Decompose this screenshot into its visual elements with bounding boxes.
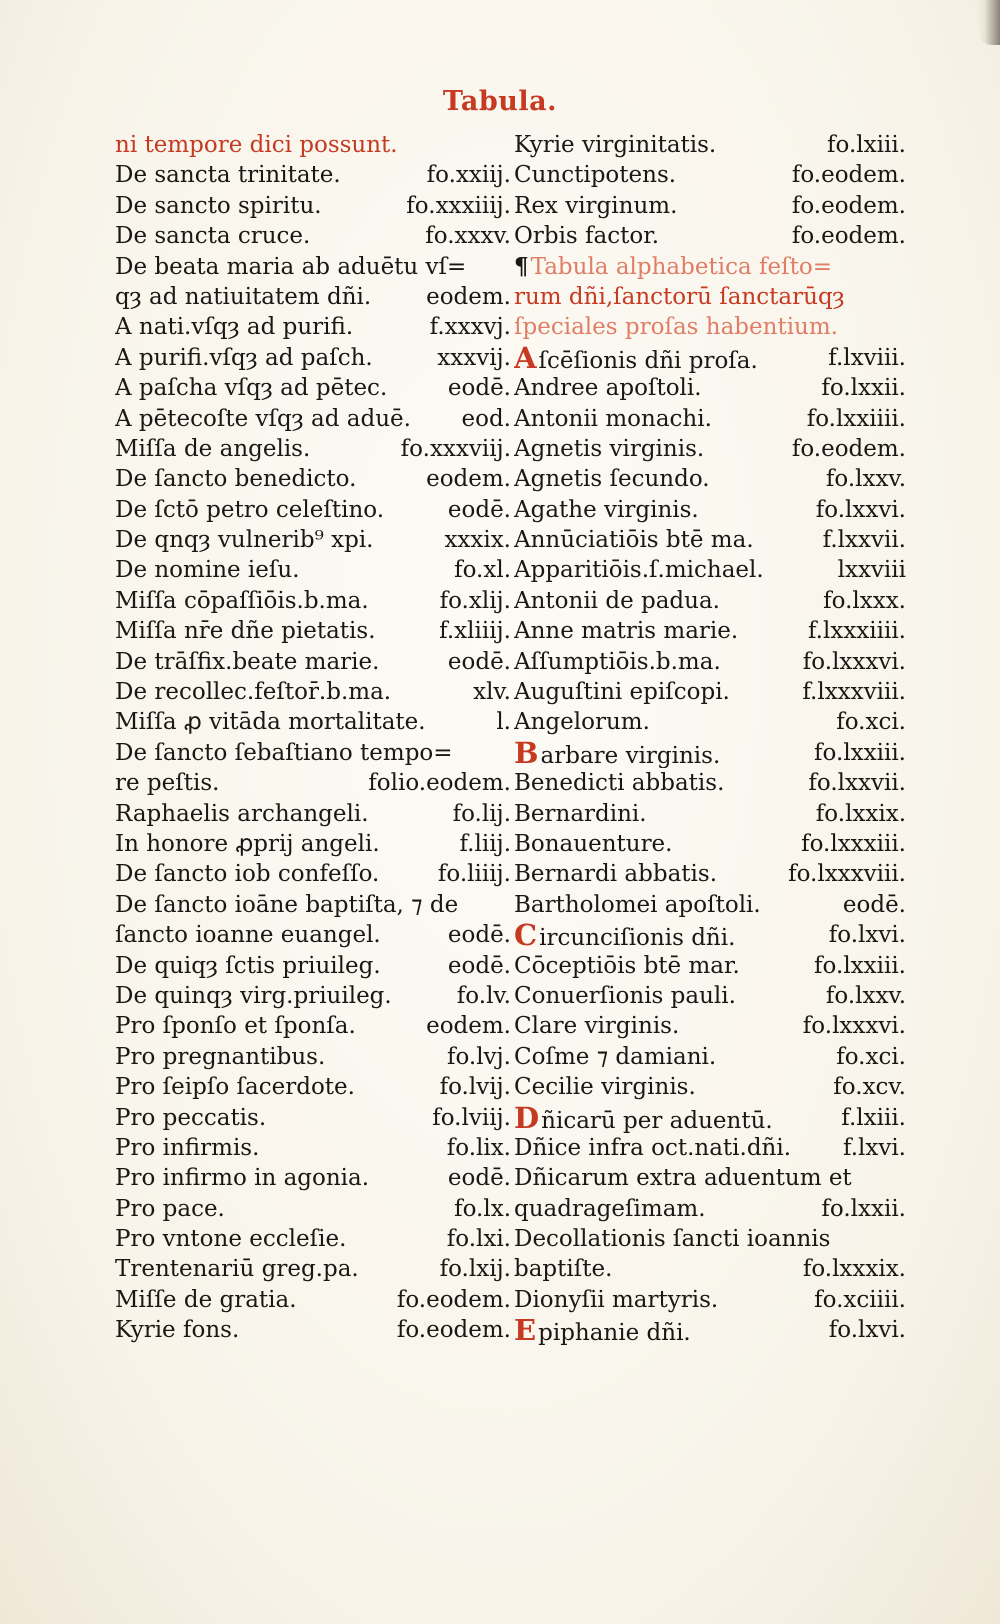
entry-folio: fo.eodem. [396,1317,511,1344]
entry-title: Miſſa de angelis. [115,435,311,462]
entry-folio: fo.xlij. [439,587,511,614]
running-head: Tabula. [442,86,558,117]
entry-folio: f.lxviii. [828,344,906,371]
entry-title: Cunctipotens. [514,162,677,189]
index-entry [115,707,511,737]
index-entry [514,586,906,616]
entry-folio: f.lxxxviii. [802,679,906,706]
entry-title: Pro vntone eccleſie. [115,1226,347,1253]
continued-red-line: ni tempore dici possunt. [115,132,398,158]
index-entry [514,1254,906,1284]
entry-folio: eodē. [447,952,511,979]
c-entries [514,951,906,1103]
index-entry [514,951,906,981]
entry-title: A pētecoſte vſqȝ ad aduē. [115,405,411,432]
entry-title: Miſſa ꝓ vitāda mortalitate. [115,709,426,736]
index-entry [115,951,511,981]
index-entry [115,1103,511,1133]
entry-title: piphanie dñi. [538,1320,691,1346]
index-entry [115,647,511,677]
entry-title: De recollec.feſtor̄.b.ma. [115,679,392,706]
entry-folio: fo.xxxviij. [400,435,511,462]
entry-folio: fo.eodem. [791,435,906,462]
entry-folio: f.xliiij. [439,618,511,645]
entry-title: Dionyſii martyris. [514,1286,719,1313]
index-entry [115,191,511,221]
index-entry [115,252,511,282]
index-entry [115,1254,511,1284]
entry-title: Miſſa cōpaſſiōis.b.ma. [115,587,369,614]
entry-folio: eodem. [426,466,511,493]
entry-title: De sancta trinitate. [115,162,341,189]
entry-title: In honore ꝓprij angeli. [115,830,380,857]
entry-folio: eodē. [842,891,906,918]
entry-title: Raphaelis archangeli. [115,800,369,827]
index-entry [115,890,511,920]
subheading-line-1 [514,252,906,282]
initial-c: C [514,920,538,951]
index-entry [115,1011,511,1041]
initial-b: B [514,737,539,769]
entry-folio: f.lxxvii. [822,527,906,554]
right-column [514,130,906,1346]
entry-folio: xxxix. [444,527,511,554]
index-entry [514,1224,906,1254]
entry-title: Pro ſeipſo ſacerdote. [115,1074,355,1101]
entry-folio: fo.xxiij. [426,162,511,189]
entry-folio: folio.eodem. [368,770,511,797]
entry-folio: fo.lxxiiii. [806,405,906,432]
entry-folio: eodē. [447,648,511,675]
index-entry [514,373,906,403]
entry-title: Aſſumptiōis.b.ma. [514,648,721,675]
entry-folio: fo.lxxix. [815,800,906,827]
entry-title: Rex virginum. [514,192,678,219]
entry-title: Bernardi abbatis. [514,861,718,888]
entry-folio: fo.xci. [836,1043,906,1070]
entry-title: ſcēſionis dñi proſa. [538,347,758,374]
entry-title: Benedicti abbatis. [514,770,725,797]
entry-folio: fo.lxxiii. [814,739,906,766]
entry-title: De beata maria ab aduētu vſ= [115,253,467,280]
entry-title: A nati.vſqȝ ad purifi. [115,314,354,341]
index-entry [514,829,906,859]
entry-title: De sancto spiritu. [115,192,322,219]
index-entry [115,525,511,555]
entry-title: Miſſe de gratia. [115,1286,297,1313]
entry-title: Antonii monachi. [514,405,712,432]
right-top-entries [514,130,906,252]
left-entries [115,160,511,1345]
entry-folio: eodē. [447,496,511,523]
entry-folio: eodem. [426,283,511,310]
entry-a-first [514,343,906,373]
entry-folio: fo.lxxxvi. [802,648,906,675]
index-entry [115,616,511,646]
entry-title: Dñice infra oct.nati.dñi. [514,1134,792,1161]
entry-title: De ſancto ioāne baptiſta, ⁊ de [115,891,459,918]
entry-title: De trāſfix.beate marie. [115,648,380,675]
index-entry [514,1042,906,1072]
entry-folio: fo.lxxxvi. [802,1013,906,1040]
entry-folio: fo.eodem. [791,162,906,189]
entry-title: ſancto ioanne euangel. [115,922,381,949]
entry-title: Orbis factor. [514,223,660,250]
entry-title: De ſancto iob confeſſo. [115,861,380,888]
entry-folio: f.xxxvj. [429,314,511,341]
index-entry [115,1133,511,1163]
entry-folio: fo.xci. [836,709,906,736]
index-entry [115,1194,511,1224]
entry-title: Pro ſponſo et ſponſa. [115,1013,356,1040]
a-entries [514,373,906,738]
index-entry [115,859,511,889]
index-entry [514,1285,906,1315]
entry-folio: f.lxiii. [841,1104,906,1131]
entry-folio: fo.lxxx. [823,587,906,614]
index-entry [514,859,906,889]
entry-folio: xlv. [473,679,511,706]
index-entry [514,525,906,555]
entry-folio: lxxviii [837,557,906,584]
entry-title: Trentenariū greg.pa. [115,1256,359,1283]
entry-title: Agnetis ſecundo. [514,466,710,493]
entry-title: De sancta cruce. [115,223,311,250]
index-entry [514,434,906,464]
entry-folio: fo.xcv. [833,1074,906,1101]
entry-title: Cecilie virginis. [514,1074,696,1101]
entry-folio: f.liij. [459,830,511,857]
entry-title: Dñicarum extra aduentum et [514,1165,852,1192]
index-entry [514,707,906,737]
index-entry [115,555,511,585]
index-entry [514,1194,906,1224]
index-entry [115,981,511,1011]
entry-title: A purifi.vſqȝ ad paſch. [115,344,373,371]
index-entry [115,829,511,859]
index-entry [514,404,906,434]
entry-d-first [514,1103,906,1133]
entry-title: ircunciſionis dñi. [539,925,736,951]
entry-title: re peſtis. [115,770,220,797]
subheading-line-2: rum dñi,ſanctorū ſanctarūqȝ [514,283,845,310]
index-entry [115,343,511,373]
entry-title: Decollationis ſancti ioannis [514,1226,831,1253]
index-entry [115,404,511,434]
page-corner-shadow [978,0,1000,45]
entry-e-first [514,1315,906,1345]
entry-folio: f.lxvi. [843,1134,906,1161]
entry-title: Cōceptiōis btē mar. [514,952,740,979]
index-entry [115,586,511,616]
entry-folio: eodē. [447,1165,511,1192]
index-entry [115,1042,511,1072]
entry-folio: eodē. [447,922,511,949]
entry-title: Bernardini. [514,800,647,827]
entry-folio: fo.lxxii. [821,1195,906,1222]
entry-folio: fo.lxvi. [828,1317,906,1344]
entry-folio: fo.lv. [456,982,511,1009]
index-entry [115,495,511,525]
entry-folio: eod. [461,405,511,432]
entry-title: Andree apoſtoli. [514,375,702,402]
entry-folio: f.lxxxiiii. [807,618,906,645]
index-entry [115,373,511,403]
left-column [115,130,511,1346]
entry-title: Bonauenture. [514,830,673,857]
entry-folio: fo.eodem. [791,192,906,219]
entry-folio: fo.lxxxix. [802,1256,906,1283]
index-entry [115,677,511,707]
initial-e: E [514,1315,537,1346]
index-entry [115,434,511,464]
index-entry [115,1224,511,1254]
entry-folio: fo.eodem. [791,223,906,250]
entry-folio: fo.lxxvii. [808,770,906,797]
entry-folio: fo.lvij. [439,1074,511,1101]
index-entry [514,981,906,1011]
index-entry [115,920,511,950]
entry-title: Pro pace. [115,1195,225,1222]
index-entry [115,312,511,342]
entry-folio: fo.lvj. [446,1043,511,1070]
entry-folio: fo.lxxii. [821,375,906,402]
index-entry [514,221,906,251]
entry-title: De quiqȝ ſctis priuileg. [115,952,381,979]
index-entry [115,221,511,251]
entry-title: Miſſa nr̄e dñe pietatis. [115,618,376,645]
entry-folio: fo.lxxxviii. [788,861,906,888]
index-entry [514,160,906,190]
index-entry [514,495,906,525]
entry-title: Antonii de padua. [514,587,720,614]
entry-folio: xxxvij. [437,344,511,371]
index-entry [514,464,906,494]
pilcrow-icon: ¶ [514,252,529,280]
entry-title: Conuerſionis pauli. [514,982,736,1009]
entry-folio: fo.eodem. [396,1286,511,1313]
entry-folio: fo.lviij. [432,1104,511,1131]
entry-title: De ſctō petro celeſtino. [115,496,385,523]
entry-folio: fo.lij. [452,800,511,827]
entry-folio: fo.lxiii. [827,132,906,158]
index-entry [115,768,511,798]
index-entry [514,1011,906,1041]
entry-folio: eodē. [447,375,511,402]
index-entry [115,160,511,190]
entry-folio: fo.xciiii. [814,1286,906,1313]
entry-title: Agnetis virginis. [514,435,705,462]
index-entry [115,282,511,312]
entry-title: Kyrie virginitatis. [514,132,717,158]
entry-folio: fo.lxxiii. [814,952,906,979]
b-entries [514,768,906,920]
index-entry [514,191,906,221]
index-entry [514,616,906,646]
initial-d: D [514,1102,540,1133]
entry-title: baptiſte. [514,1256,613,1283]
index-entry [115,1072,511,1102]
entry-folio: fo.xxxv. [425,223,511,250]
entry-folio: fo.lxvi. [828,922,906,949]
entry-folio: fo.lix. [446,1134,511,1161]
entry-title: Pro peccatis. [115,1104,267,1131]
entry-b-first [514,738,906,768]
entry-folio: fo.lxxv. [825,466,906,493]
entry-folio: fo.lxxvi. [815,496,906,523]
index-entry [115,738,511,768]
entry-folio: fo.lx. [454,1195,511,1222]
entry-title: Clare virginis. [514,1013,680,1040]
index-entry [115,464,511,494]
entry-title: quadrageſimam. [514,1195,706,1222]
entry-title: Apparitiōis.ſ.michael. [514,557,764,584]
entry-title: Angelorum. [514,709,650,736]
index-entry [514,799,906,829]
entry-folio: eodem. [426,1013,511,1040]
entry-title: De qnqȝ vulnerib⁹ xpi. [115,527,374,554]
subheading-line-3: ſpeciales proſas habentium. [514,314,838,341]
entry-title: qȝ ad natiuitatem dñi. [115,283,372,310]
d-entries [514,1133,906,1315]
entry-folio: fo.xl. [454,557,511,584]
entry-folio: l. [496,709,511,736]
entry-folio: fo.lxxxiii. [801,830,906,857]
entry-title: A paſcha vſqȝ ad pētec. [115,375,388,402]
entry-title: Kyrie fons. [115,1317,240,1344]
entry-title: De quinqȝ virg.priuileg. [115,982,392,1009]
entry-title: Bartholomei apoſtoli. [514,891,761,918]
entry-title: Agathe virginis. [514,496,699,523]
entry-title: De ſancto ſebaſtiano tempo= [115,739,453,766]
index-entry [514,130,906,160]
index-entry [514,555,906,585]
entry-title: ñicarū per aduentū. [541,1107,773,1133]
index-entry [514,1163,906,1193]
index-entry [514,768,906,798]
entry-title: arbare virginis. [540,742,721,769]
index-entry [115,1163,511,1193]
entry-folio: fo.xxxiiij. [406,192,511,219]
entry-title: De ſancto benedicto. [115,466,357,493]
entry-title: Pro pregnantibus. [115,1043,326,1070]
index-entry [115,1285,511,1315]
entry-folio: fo.lxxv. [825,982,906,1009]
index-entry [514,1133,906,1163]
index-entry [115,799,511,829]
entry-title: Annūciatiōis btē ma. [514,527,754,554]
entry-folio: fo.liiij. [437,861,511,888]
index-entry [514,890,906,920]
entry-folio: fo.lxi. [446,1226,511,1253]
entry-folio: fo.lxij. [439,1256,511,1283]
subheading-text-1: Tabula alphabetica feſto= [530,253,832,280]
entry-c-first [514,920,906,950]
entry-title: De nomine ieſu. [115,557,300,584]
index-entry [514,647,906,677]
index-entry [514,1072,906,1102]
index-entry [514,677,906,707]
index-entry [115,1315,511,1345]
entry-title: Pro infirmis. [115,1134,260,1161]
entry-title: Auguſtini epiſcopi. [514,679,730,706]
entry-title: Anne matris marie. [514,618,739,645]
entry-title: Pro infirmo in agonia. [115,1165,370,1192]
entry-title: Coſme ⁊ damiani. [514,1043,717,1070]
initial-a: A [514,342,537,374]
